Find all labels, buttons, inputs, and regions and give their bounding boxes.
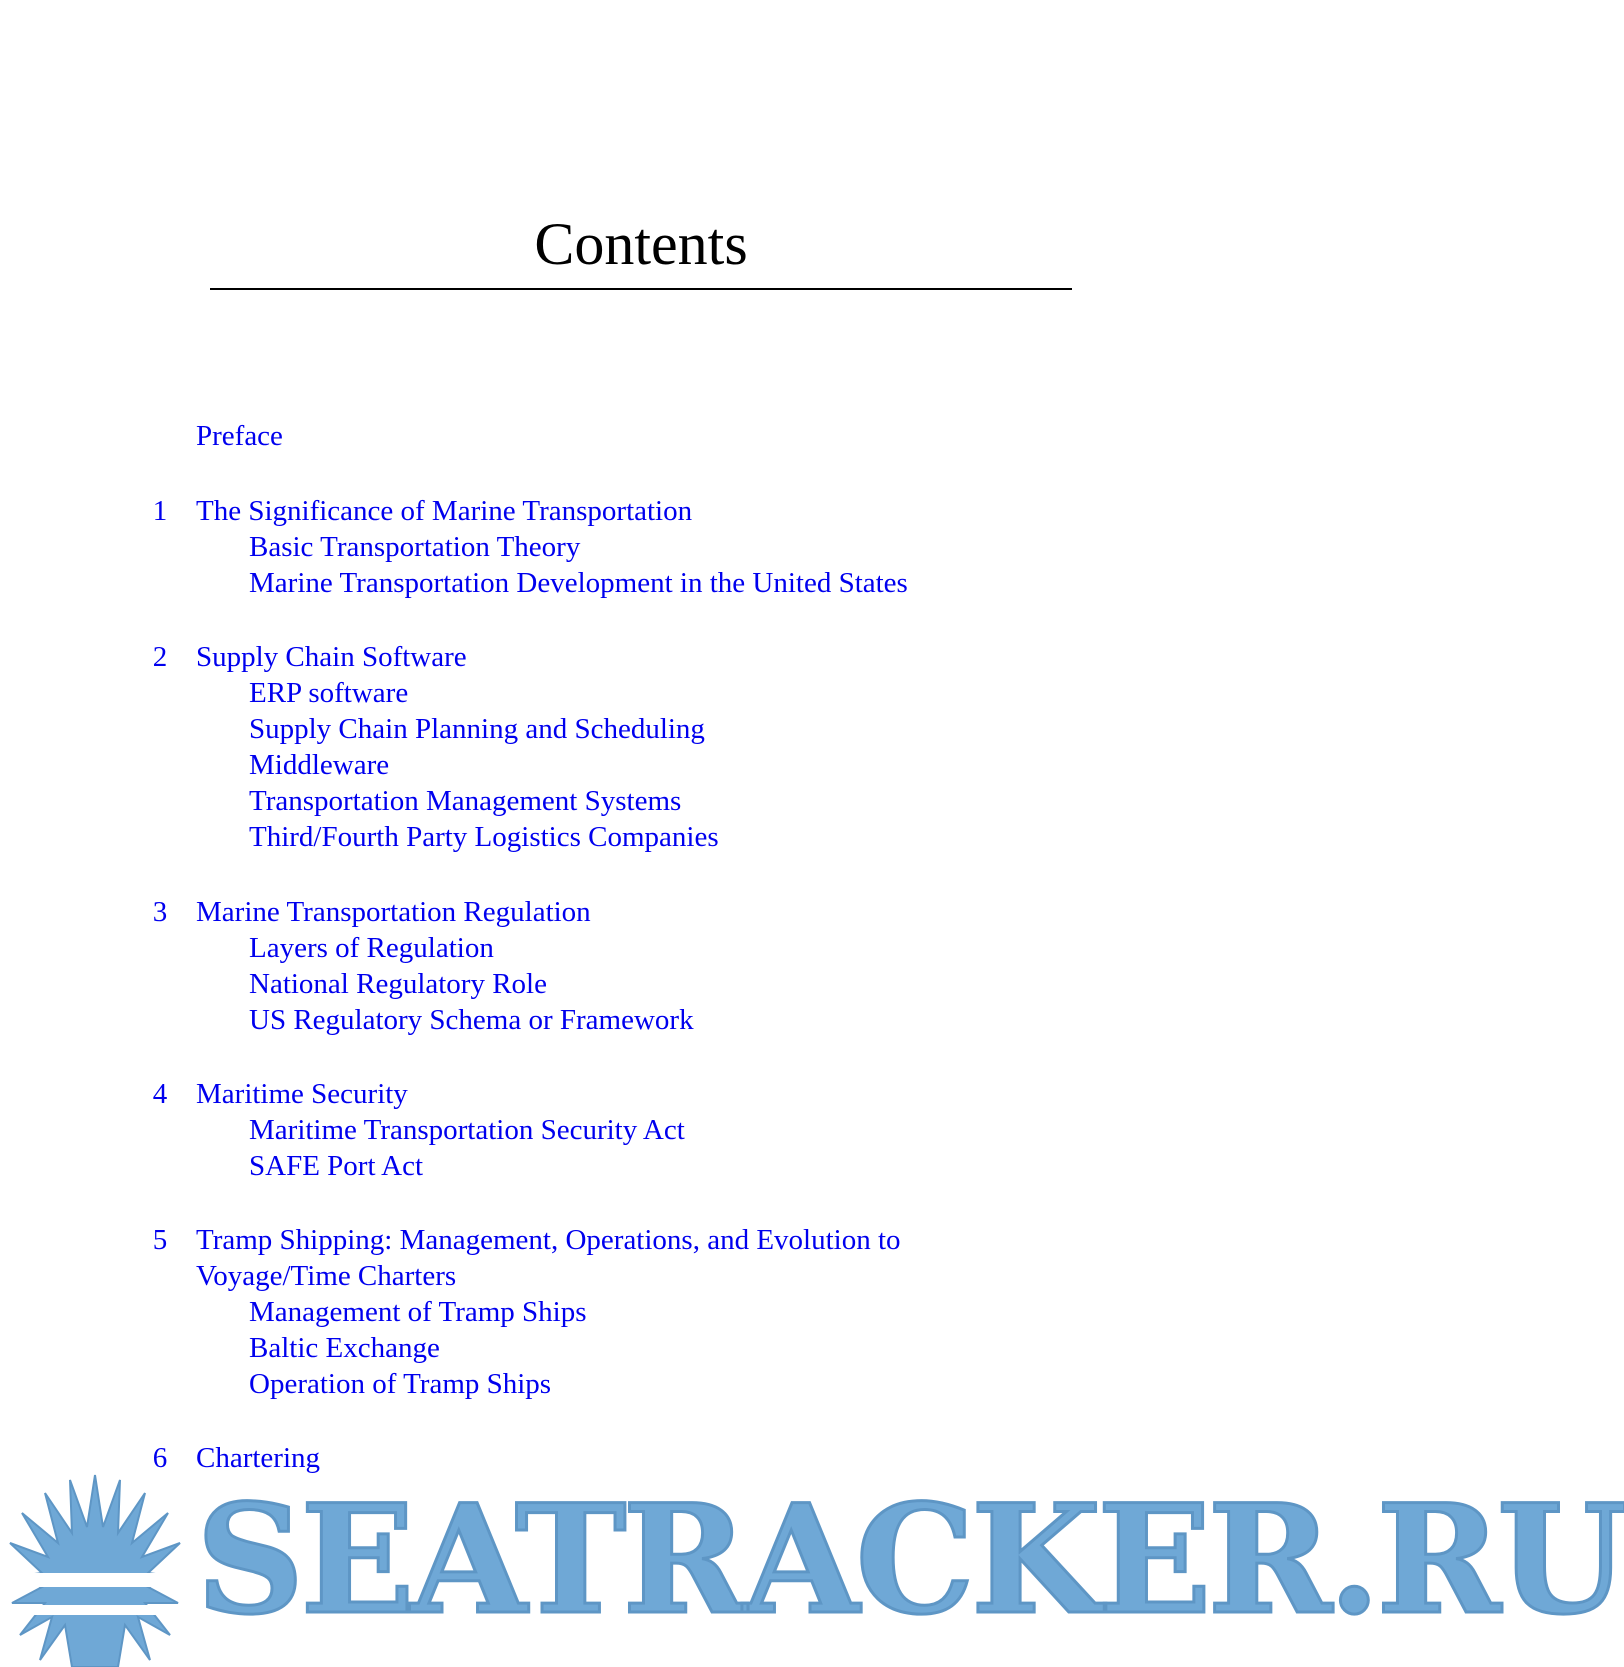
chapter-5-number[interactable]: 5 [152, 1224, 168, 1256]
page-title: Contents [534, 211, 748, 277]
section-5-3-link[interactable]: Operation of Tramp Ships [249, 1368, 552, 1400]
section-3-2-link[interactable]: National Regulatory Role [249, 968, 547, 1000]
chapter-2-link[interactable]: Supply Chain Software [196, 641, 467, 673]
section-3-1-link[interactable]: Layers of Regulation [249, 932, 494, 964]
chapter-5-link-continued[interactable]: Voyage/Time Charters [196, 1260, 457, 1292]
section-4-2-link[interactable]: SAFE Port Act [249, 1150, 424, 1182]
section-1-2-link[interactable]: Marine Transportation Development in the United States [249, 567, 908, 599]
chapter-6-link[interactable]: Chartering [196, 1442, 321, 1474]
chapter-3-link[interactable]: Marine Transportation Regulation [196, 896, 591, 928]
section-1-1-link[interactable]: Basic Transportation Theory [249, 531, 581, 563]
section-2-1-link[interactable]: ERP software [249, 677, 409, 709]
chapter-3-number[interactable]: 3 [152, 896, 168, 928]
section-4-1-link[interactable]: Maritime Transportation Security Act [249, 1114, 685, 1146]
sunburst-icon [0, 1475, 190, 1667]
toc-preface-link[interactable]: Preface [196, 420, 283, 452]
section-5-1-link[interactable]: Management of Tramp Ships [249, 1296, 587, 1328]
chapter-2-number[interactable]: 2 [152, 641, 168, 673]
chapter-6-number[interactable]: 6 [152, 1442, 168, 1474]
watermark-text: SEATRACKER.RU [196, 1472, 1624, 1648]
section-2-3-link[interactable]: Middleware [249, 749, 390, 781]
section-2-2-link[interactable]: Supply Chain Planning and Scheduling [249, 713, 705, 745]
chapter-1-number[interactable]: 1 [152, 495, 168, 527]
chapter-4-number[interactable]: 4 [152, 1078, 168, 1110]
section-2-4-link[interactable]: Transportation Management Systems [249, 785, 682, 817]
chapter-5-link[interactable]: Tramp Shipping: Management, Operations, and Evolution to [196, 1224, 901, 1256]
chapter-4-link[interactable]: Maritime Security [196, 1078, 408, 1110]
section-2-5-link[interactable]: Third/Fourth Party Logistics Companies [249, 821, 719, 853]
section-3-3-link[interactable]: US Regulatory Schema or Framework [249, 1004, 694, 1036]
section-5-2-link[interactable]: Baltic Exchange [249, 1332, 440, 1364]
chapter-1-link[interactable]: The Significance of Marine Transportation [196, 495, 693, 527]
title-rule [210, 288, 1072, 290]
